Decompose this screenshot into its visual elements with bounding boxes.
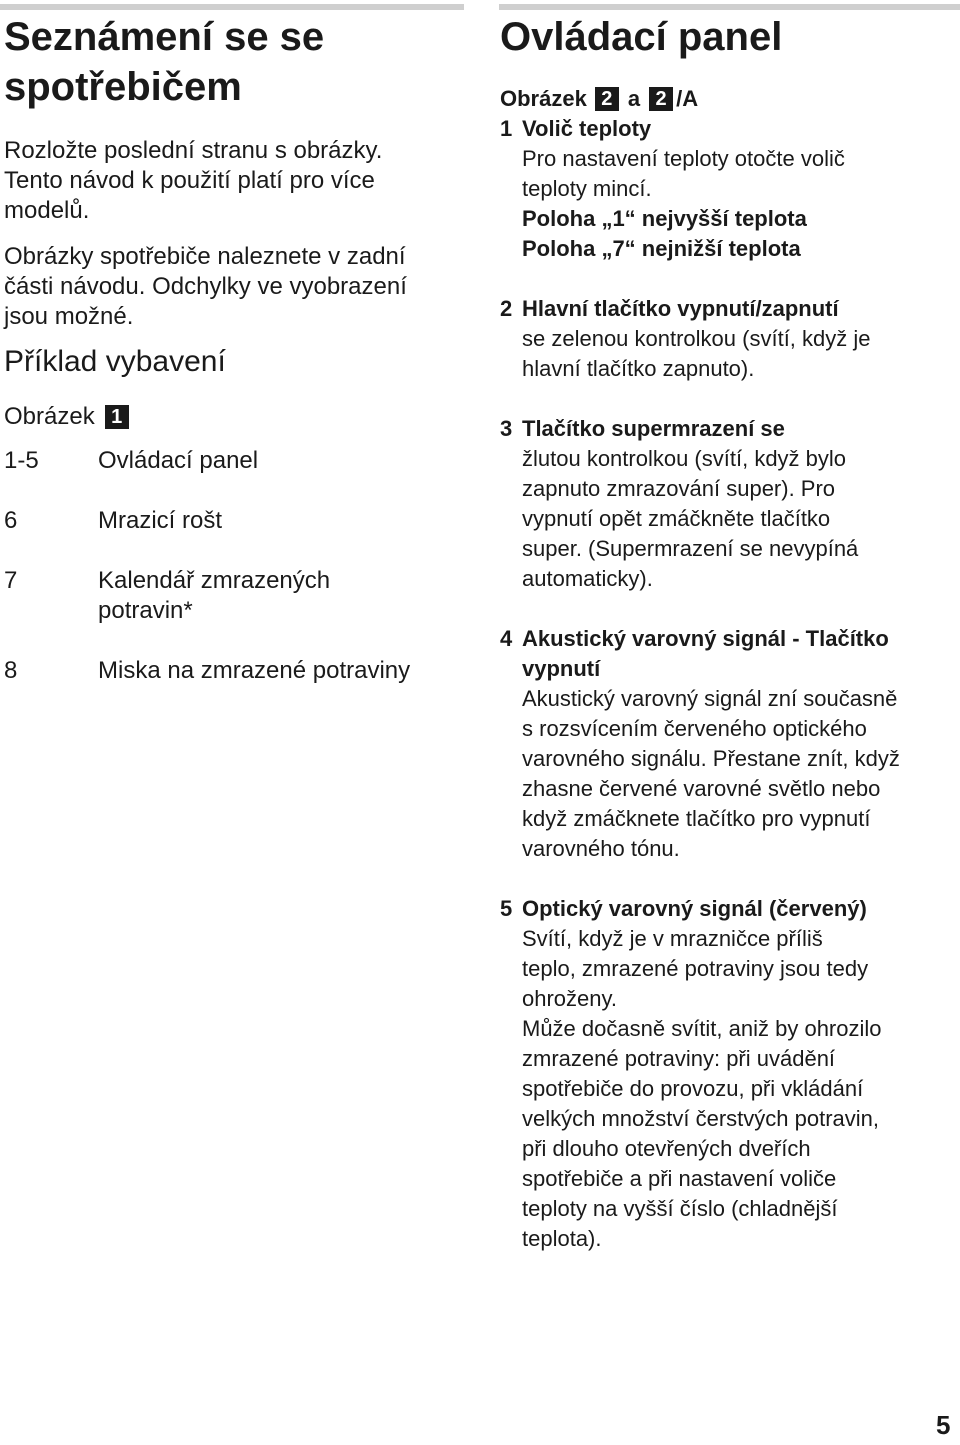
right-column xyxy=(500,12,960,1254)
equipment-subheading: Příklad vybavení xyxy=(4,345,226,378)
control-item: 4 Akustický varovný signál - Tlačítko vypnutí Akustický varovný signál zní současně s rozsvícením červeného optického varovného signálu. Přestane znít, když zhasne červené varovné světlo nebo když zmáčknete tlačítko pro vypnutí varovného tónu. xyxy=(500,626,900,861)
control-item: 2 Hlavní tlačítko vypnutí/zapnutí se zelenou kontrolkou (svítí, když je hlavní tlačítko zapnuto). xyxy=(500,296,871,381)
top-rule-right xyxy=(499,4,960,10)
figure-number-badge: 1 xyxy=(105,405,129,429)
list-item: 8 Miska na zmrazené potraviny xyxy=(4,657,411,684)
figure-number-badge: 2 xyxy=(595,87,619,111)
intro-paragraph: Rozložte poslední stranu s obrázky. Tento návod k použití platí pro více modelů. xyxy=(4,137,383,224)
control-panel-heading: Ovládací panel xyxy=(500,15,783,59)
top-rule-left xyxy=(0,4,464,10)
page-title: Seznámení se se spotřebičem xyxy=(4,15,325,109)
page-number: 5 xyxy=(936,1410,951,1440)
control-item: 1 Volič teploty Pro nastavení teploty otočte volič teploty mincí. Poloha „1“ nejvyšší teplota Poloha „7“ nejnižší teplota xyxy=(500,116,845,261)
list-item: 1-5 Ovládací panel xyxy=(4,447,259,474)
figure-reference: Obrázek 1 xyxy=(4,402,459,432)
list-item: 6 Mrazicí rošt xyxy=(4,507,223,534)
list-item: 7 Kalendář zmrazených potravin* xyxy=(4,567,331,624)
figure-reference: Obrázek 2 a 2 /A xyxy=(500,86,699,111)
figure-number-badge: 2 xyxy=(649,87,673,111)
images-paragraph: Obrázky spotřebiče naleznete v zadní části návodu. Odchylky ve vyobrazení jsou možné. xyxy=(4,243,407,330)
control-item: 3 Tlačítko supermrazení se žlutou kontrolkou (svítí, když bylo zapnuto zmrazování super). Pro vypnutí opět zmáčkněte tlačítko super. (Supermrazení se nevypíná automaticky). xyxy=(500,416,859,591)
left-column xyxy=(4,12,459,686)
control-item: 5 Optický varovný signál (červený) Svítí, když je v mrazničce příliš teplo, zmrazené potraviny jsou tedy ohroženy. Může dočasně svítit, aniž by ohrozilo zmrazené potraviny: při uvádění spotřebiče do provozu, při vkládání velkých množství čerstvých potravin, při dlouho otevřených dveřích spotřebiče a při nastavení voliče teploty na vyšší číslo (chladnější teplota). xyxy=(500,896,882,1251)
